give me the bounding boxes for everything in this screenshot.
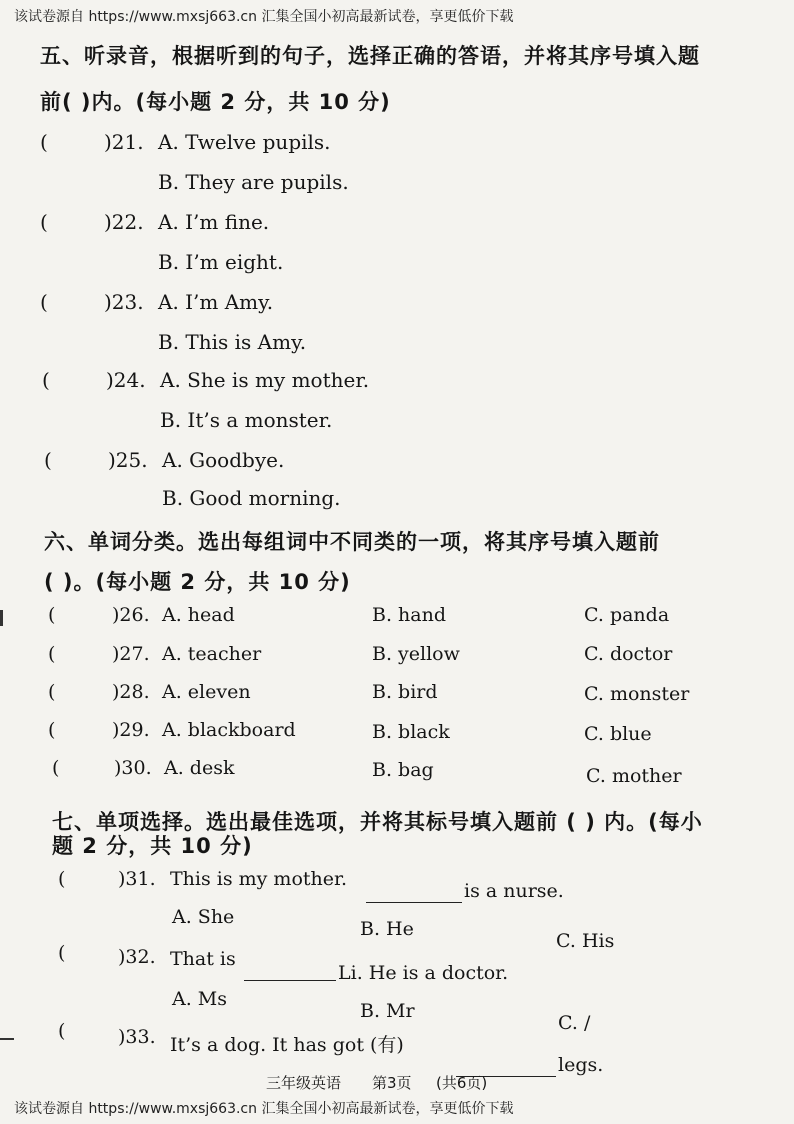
option-c: C. mother — [586, 765, 682, 787]
question-number: )26. — [112, 604, 150, 626]
question-number: )29. — [112, 719, 150, 741]
option-b: B. He — [360, 918, 414, 940]
question-number: )33. — [118, 1026, 156, 1048]
answer-paren[interactable]: ( — [40, 130, 48, 154]
question-number: )27. — [112, 643, 150, 665]
option-a: A. head — [162, 604, 235, 626]
option-b: B. yellow — [372, 643, 460, 665]
option-b: B. bird — [372, 681, 438, 703]
answer-paren[interactable]: ( — [40, 290, 48, 314]
answer-paren[interactable]: ( — [48, 643, 56, 665]
footer-total: (共6页) — [436, 1074, 488, 1092]
question-number: )30. — [114, 757, 152, 779]
question-number: )28. — [112, 681, 150, 703]
answer-paren[interactable]: ( — [48, 719, 56, 741]
question-text-end: is a nurse. — [464, 880, 564, 902]
question-number: )31. — [118, 868, 156, 890]
answer-blank[interactable] — [366, 884, 462, 903]
question-text: That is — [170, 948, 236, 970]
option-a: A. blackboard — [162, 719, 296, 741]
answer-paren[interactable]: ( — [52, 757, 60, 779]
option-b: B. Good morning. — [162, 486, 341, 510]
section-5-title: 五、听录音，根据听到的句子，选择正确的答语，并将其序号填入题 — [40, 44, 700, 68]
answer-paren[interactable]: ( — [58, 868, 66, 890]
margin-mark — [0, 610, 3, 626]
option-c: C. His — [556, 930, 615, 952]
option-c: C. blue — [584, 723, 652, 745]
question-number: )25. — [108, 448, 148, 472]
question-number: )21. — [104, 130, 144, 154]
answer-paren[interactable]: ( — [58, 942, 66, 964]
option-c: C. monster — [584, 683, 690, 705]
option-a: A. Twelve pupils. — [158, 130, 331, 154]
source-banner-bottom: 该试卷源自 https://www.mxsj663.cn 汇集全国小初高最新试卷，享更低价下载 — [14, 1101, 514, 1117]
option-a: A. eleven — [162, 681, 251, 703]
option-b: B. hand — [372, 604, 447, 626]
option-b: B. It’s a monster. — [160, 408, 333, 432]
source-banner-top: 该试卷源自 https://www.mxsj663.cn 汇集全国小初高最新试卷，享更低价下载 — [14, 9, 514, 25]
question-number: )32. — [118, 946, 156, 968]
margin-mark — [0, 1038, 14, 1040]
option-c: C. panda — [584, 604, 670, 626]
option-a: A. Goodbye. — [162, 448, 285, 472]
option-b: B. black — [372, 721, 450, 743]
option-a: A. desk — [164, 757, 235, 779]
section-7-title: 七、单项选择。选出最佳选项，并将其标号填入题前 ( ) 内。(每小 — [52, 810, 703, 834]
answer-paren[interactable]: ( — [42, 368, 50, 392]
option-b: B. They are pupils. — [158, 170, 349, 194]
answer-blank[interactable] — [244, 962, 336, 981]
option-a: A. She — [172, 906, 235, 928]
option-a: A. She is my mother. — [160, 368, 370, 392]
question-text-end: Li. He is a doctor. — [338, 962, 509, 984]
option-a: A. teacher — [162, 643, 262, 665]
question-text: It’s a dog. It has got (有) — [170, 1034, 404, 1056]
option-a: A. I’m Amy. — [158, 290, 274, 314]
answer-paren[interactable]: ( — [48, 604, 56, 626]
option-b: B. bag — [372, 759, 434, 781]
answer-paren[interactable]: ( — [40, 210, 48, 234]
option-a: A. I’m fine. — [158, 210, 270, 234]
footer-page: 第3页 — [372, 1074, 412, 1092]
option-b: B. Mr — [360, 1000, 415, 1022]
section-6-title: 六、单词分类。选出每组词中不同类的一项，将其序号填入题前 — [44, 530, 660, 554]
question-number: )22. — [104, 210, 144, 234]
answer-paren[interactable]: ( — [58, 1020, 66, 1042]
option-b: B. I’m eight. — [158, 250, 284, 274]
option-c: C. / — [558, 1012, 591, 1034]
option-a: A. Ms — [172, 988, 228, 1010]
question-text: This is my mother. — [170, 868, 348, 890]
answer-paren[interactable]: ( — [48, 681, 56, 703]
option-c: C. doctor — [584, 643, 673, 665]
section-6-title-cont: ( )。(每小题 2 分，共 10 分) — [44, 570, 351, 594]
section-5-title-cont: 前( )内。(每小题 2 分，共 10 分) — [40, 90, 391, 114]
section-7-title-cont: 题 2 分，共 10 分) — [52, 834, 253, 858]
question-number: )24. — [106, 368, 146, 392]
footer-subject: 三年级英语 — [266, 1074, 342, 1092]
option-b: B. This is Amy. — [158, 330, 307, 354]
answer-paren[interactable]: ( — [44, 448, 52, 472]
question-number: )23. — [104, 290, 144, 314]
question-text-end: legs. — [558, 1054, 604, 1076]
